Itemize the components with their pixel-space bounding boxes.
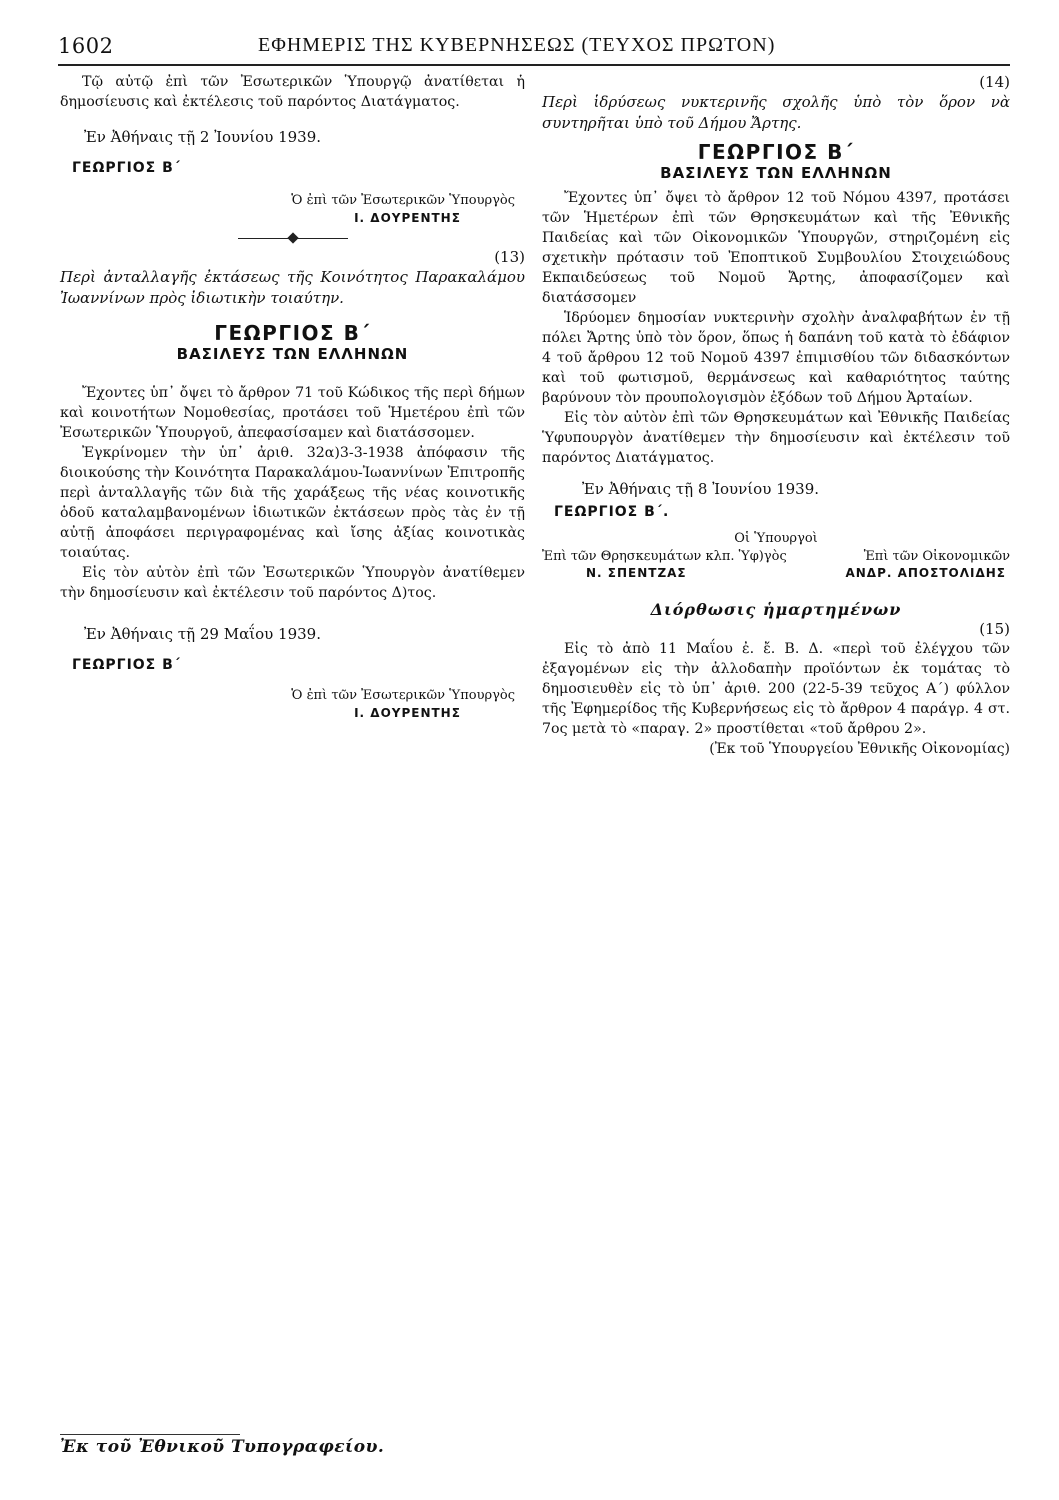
kings-title: ΒΑΣΙΛΕΥΣ ΤΩΝ ΕΛΛΗΝΩΝ bbox=[176, 345, 409, 363]
printer-footer: Ἐκ τοῦ Ἐθνικοῦ Τυπογραφείου. bbox=[60, 1437, 385, 1457]
running-title: ΕΦΗΜΕΡΙΣ ΤΗΣ ΚΥΒΕΡΝΗΣΕΩΣ (ΤΕΥΧΟΣ ΠΡΩΤΟΝ) bbox=[258, 34, 776, 56]
minister-label: Ὁ ἐπὶ τῶν Ἐσωτερικῶν Ὑπουργὸς bbox=[291, 193, 515, 208]
right-column bbox=[542, 72, 1010, 759]
minister-a-name: Ν. ΣΠΕΝΤΖΑΣ bbox=[586, 566, 687, 580]
minister-b-label: Ἐπὶ τῶν Οἰκονομικῶν bbox=[863, 549, 1010, 564]
decree-paragraph-2: Ἐγκρίνομεν τὴν ὑπ᾽ ἀριθ. 32α)3-3-1938 ἀπόφασιν τῆς διοικούσης τὴν Κοινότητα Παρακαλάμου-Ἰωαννίνων Ἐπιτροπῆς περὶ ἀνταλλαγῆς τῶν διὰ τῆς χαράξεως τῆς νέας κοινοτικῆς ὁδοῦ καταλαμβανομένων ἰδιωτικῶν ἐκτάσεων πρὸς τὰς ἐν τῇ αὐτῇ ἀποφάσει περιγραφομένας καὶ ἴσης ἀξίας κοινοτικὰς τοιαύτας. bbox=[60, 445, 525, 561]
item-number-15: (15) bbox=[979, 620, 1010, 638]
decree-title-14: Περὶ ἱδρύσεως νυκτερινῆς σχολῆς ὑπὸ τὸν ὅρον νὰ συντηρῆται ὑπὸ τοῦ Δήμου Ἄρτης. bbox=[542, 93, 1010, 132]
footer-rule bbox=[60, 1434, 240, 1435]
decree-paragraph-2: Ἱδρύομεν δημοσίαν νυκτερινὴν σχολὴν ἀναλφαβήτων ἐν τῇ πόλει Ἄρτης ὑπὸ τὸν ὅρον, ὅπως ἡ δαπάνη τοῦ κατὰ τὸ ἐδάφιον 4 τοῦ ἄρθρου 12 τοῦ Νομοῦ 4397 ἐπιμισθίου τῶν διδασκόντων καὶ τοῦ φωτισμοῦ, θερμάνσεως καὶ καθαριότητος ταύτης βαρύνουν τὸν προυπολογισμὸν ἐξόδων τοῦ Δήμου Ἀρταίων. bbox=[542, 310, 1010, 406]
correction-paragraph: Εἰς τὸ ἀπὸ 11 Μαΐου ἐ. ἔ. Β. Δ. «περὶ τοῦ ἐλέγχου τῶν ἐξαγομένων εἰς τὴν ἀλλοδαπὴν προϊόντων ἐκ τομάτας τὸ δημοσιευθὲν εἰς τὸ ὑπ᾽ ἀριθ. 200 (22-5-39 τεῦχος Α΄) φύλλον τῆς Ἐφημερίδος τῆς Κυβερνήσεως εἰς τὸ ἄρθρον 4 παράγρ. 4 στ. 7ος μετὰ τὸ «παραγ. 2» προστίθεται «τοῦ ἄρθρου 2». bbox=[542, 641, 1010, 737]
decree-paragraph-1: Ἔχοντες ὑπ᾽ ὄψει τὸ ἄρθρον 12 τοῦ Νόμου 4397, προτάσει τῶν Ἡμετέρων ἐπὶ τῶν Θρησκευμάτων καὶ τῆς Ἐθνικῆς Παιδείας καὶ τῶν Οἰκονομικῶν Ὑπουργῶν, στηριζομένη εἰς σχετικὴν πρότασιν τοῦ Ἐποπτικοῦ Συμβουλίου Στοιχειώδους Εκπαιδεύσεως τοῦ Νομοῦ Ἄρτης, ἀποφασίζομεν καὶ διατάσσομεν bbox=[542, 190, 1010, 306]
decree-paragraph-3: Εἰς τὸν αὐτὸν ἐπὶ τῶν Θρησκευμάτων καὶ Ἐθνικῆς Παιδείας Ὑφυπουργὸν ἀνατίθεμεν τὴν δημοσίευσιν καὶ ἐκτέλεσιν τοῦ παρόντος Διατάγματος. bbox=[542, 410, 1010, 466]
item-number-14: (14) bbox=[979, 73, 1010, 91]
header-rule bbox=[58, 64, 1010, 66]
intro-paragraph: Τῷ αὐτῷ ἐπὶ τῶν Ἐσωτερικῶν Ὑπουργῷ ἀνατίθεται ἡ δημοσίευσις καὶ ἐκτέλεσις τοῦ παρόντος Διατάγματος. bbox=[60, 74, 525, 110]
minister-label: Ὁ ἐπὶ τῶν Ἐσωτερικῶν Ὑπουργὸς bbox=[291, 688, 515, 703]
king-heading: ΓΕΩΡΓΙΟΣ Β΄ bbox=[214, 321, 371, 345]
minister-name: Ι. ΔΟΥΡΕΝΤΗΣ bbox=[354, 706, 461, 720]
left-column bbox=[60, 72, 525, 721]
source-ministry: (Ἐκ τοῦ Ὑπουργείου Ἐθνικῆς Οἰκονομίας) bbox=[709, 741, 1010, 757]
ministers-names bbox=[542, 566, 1010, 580]
section-divider bbox=[238, 238, 348, 239]
ministers-heading: Οἱ Ὑπουργοὶ bbox=[734, 531, 818, 546]
page-number: 1602 bbox=[58, 34, 114, 58]
king-signature: ΓΕΩΡΓΙΟΣ Β΄ bbox=[72, 657, 181, 673]
corrections-title: Διόρθωσις ἡμαρτημένων bbox=[650, 600, 902, 619]
minister-b-name: ΑΝΔΡ. ΑΠΟΣΤΟΛΙΔΗΣ bbox=[845, 566, 1006, 580]
decree-paragraph-3: Εἰς τὸν αὐτὸν ἐπὶ τῶν Ἐσωτερικῶν Ὑπουργὸν ἀνατίθεμεν τὴν δημοσίευσιν καὶ ἐκτέλεσιν τοῦ παρόντος Δ)τος. bbox=[60, 565, 525, 601]
minister-name: Ι. ΔΟΥΡΕΝΤΗΣ bbox=[354, 211, 461, 225]
minister-a-label: Ἐπὶ τῶν Θρησκευμάτων κλπ. Ὑφ)γὸς bbox=[542, 549, 787, 564]
item-number-13: (13) bbox=[494, 248, 525, 266]
decree-date: Ἐν Ἀθήναις τῇ 29 Μαΐου 1939. bbox=[84, 625, 321, 643]
king-signature: ΓΕΩΡΓΙΟΣ Β΄. bbox=[554, 504, 670, 520]
page-header bbox=[58, 34, 1008, 64]
king-heading: ΓΕΩΡΓΙΟΣ Β΄ bbox=[697, 140, 855, 164]
ministers-labels bbox=[542, 548, 1010, 566]
decree-title-13: Περὶ ἀνταλλαγῆς ἐκτάσεως τῆς Κοινότητος Παρακαλάμου Ἰωαννίνων πρὸς ἰδιωτικὴν τοιαύτην. bbox=[60, 268, 525, 307]
decree-paragraph-1: Ἔχοντες ὑπ᾽ ὄψει τὸ ἄρθρον 71 τοῦ Κώδικος τῆς περὶ δήμων καὶ κοινοτήτων Νομοθεσίας, προτάσει τοῦ Ἡμετέρου ἐπὶ τῶν Ἐσωτερικῶν Ὑπουργοῦ, ἀπεφασίσαμεν καὶ διατάσσομεν. bbox=[60, 385, 525, 441]
decree-date: Ἐν Ἀθήναις τῇ 8 Ἰουνίου 1939. bbox=[582, 480, 820, 498]
kings-title: ΒΑΣΙΛΕΥΣ ΤΩΝ ΕΛΛΗΝΩΝ bbox=[660, 164, 892, 182]
decree-date: Ἐν Ἀθήναις τῇ 2 Ἰουνίου 1939. bbox=[84, 128, 322, 146]
king-signature: ΓΕΩΡΓΙΟΣ Β΄ bbox=[72, 160, 181, 176]
